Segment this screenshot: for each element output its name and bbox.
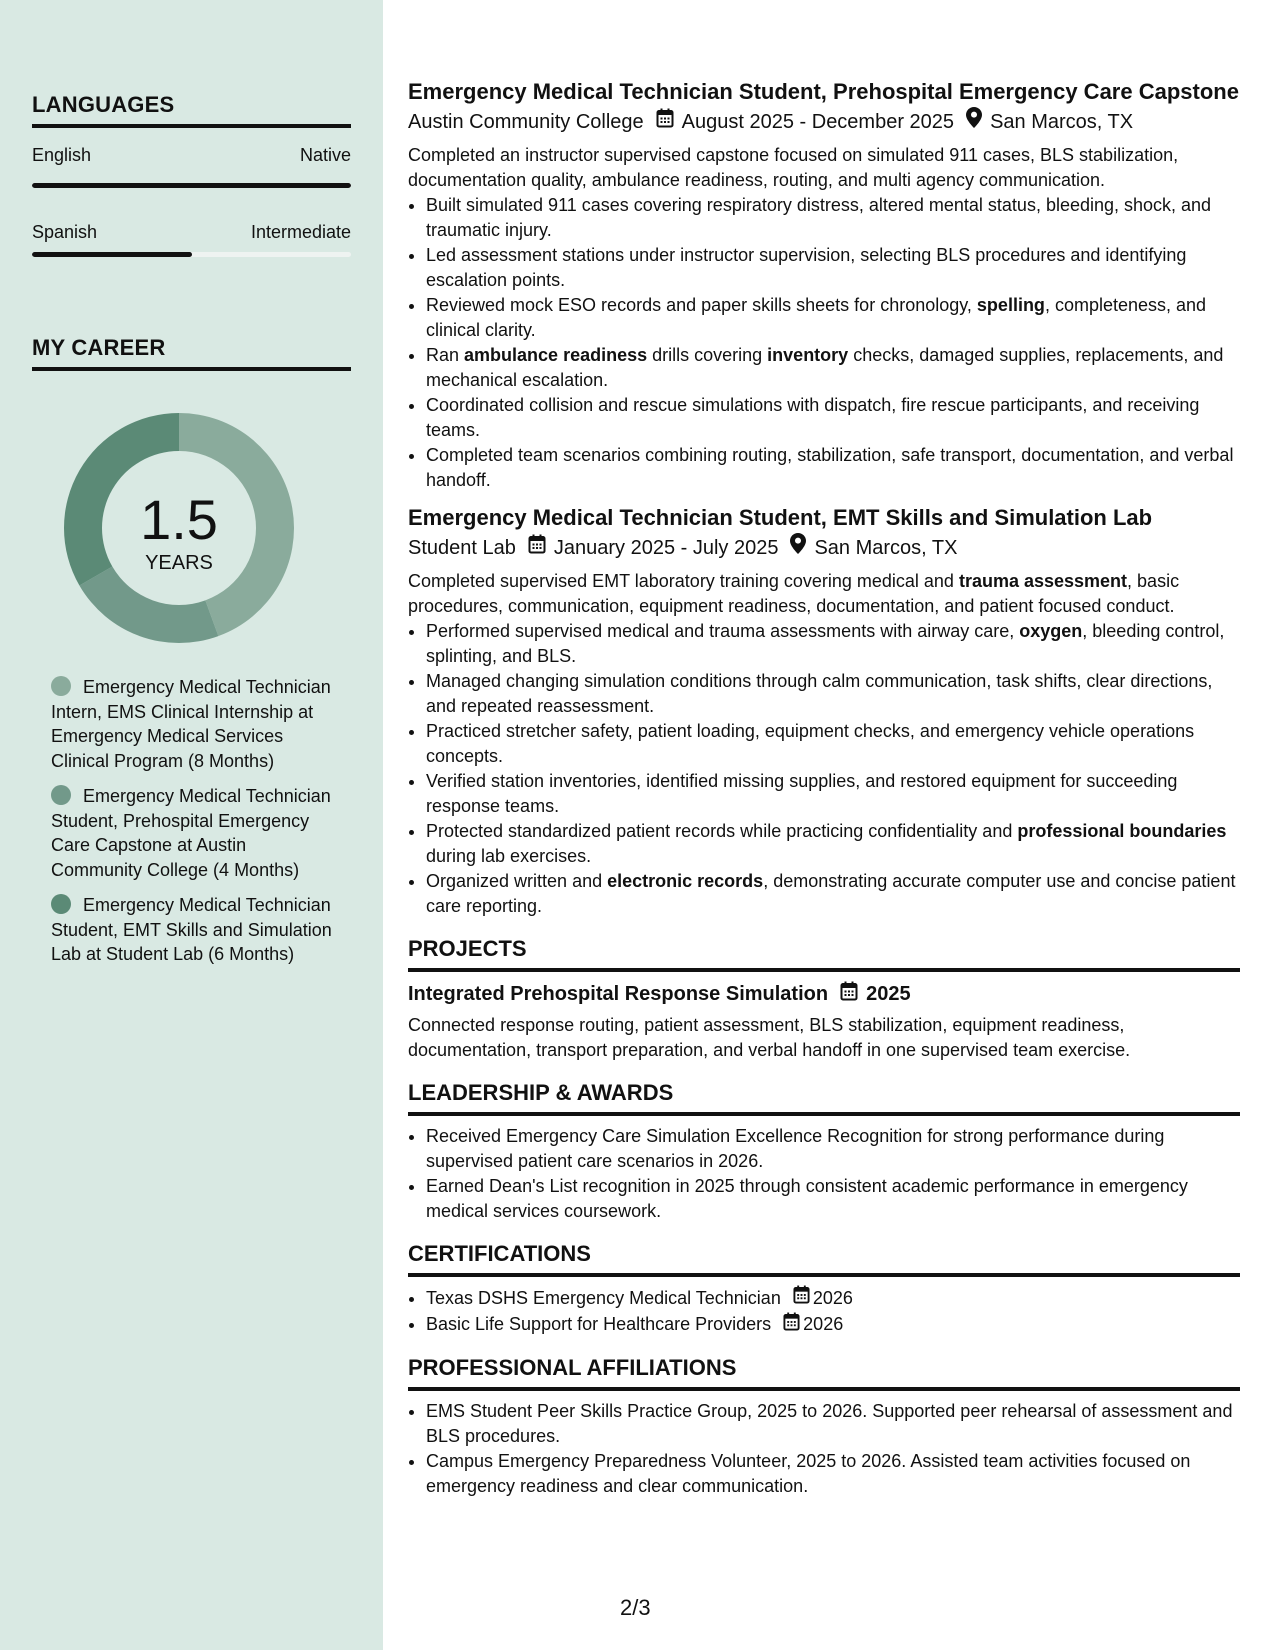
sidebar [0, 0, 383, 1650]
project-description: Connected response routing, patient assessment, BLS stabilization, equipment readiness, documentation, transport preparation, and verbal handoff in one supervised team exercise. [408, 1015, 1131, 1060]
project-title-row [408, 981, 1240, 1007]
donut-slice-2 [79, 567, 218, 644]
calendar-icon [840, 981, 858, 1007]
job-title: Emergency Medical Technician Student, EMT Skills and Simulation Lab [408, 505, 1153, 530]
list-item: • Managed changing simulation conditions through calm communication, task shifts, clear directions, and repeated reassessment. [426, 669, 1240, 718]
career-item [51, 784, 336, 882]
language-bar-spanish [32, 252, 351, 257]
location-pin-icon [790, 533, 806, 563]
certification-name: • Basic Life Support for Healthcare Providers [426, 1314, 772, 1334]
language-name: Spanish [32, 222, 98, 242]
career-total-value: 1.5 [140, 488, 218, 551]
list-item: • Coordinated collision and rescue simulations with dispatch, fire rescue participants, and receiving teams. [426, 393, 1240, 442]
project-year: 2025 [866, 982, 911, 1005]
list-item: • Verified station inventories, identified missing supplies, and restored equipment for succeeding response teams. [426, 769, 1240, 818]
list-item: • Practiced stretcher safety, patient loading, equipment checks, and emergency vehicle operations concepts. [426, 719, 1240, 768]
calendar-icon [656, 107, 674, 137]
language-bar-english [32, 183, 351, 188]
job-dates: January 2025 - July 2025 [553, 537, 779, 559]
job-title: Emergency Medical Technician Student, Prehospital Emergency Care Capstone [408, 79, 1239, 104]
language-level: Intermediate [250, 222, 351, 242]
location-pin-icon [966, 107, 982, 137]
career-item [51, 893, 336, 967]
calendar-icon [528, 533, 546, 563]
job-bullets [408, 619, 1240, 918]
legend-dot-icon [51, 894, 71, 914]
language-name: English [32, 145, 92, 165]
project-title: Integrated Prehospital Response Simulation [408, 982, 829, 1005]
list-item: • Led assessment stations under instructor supervision, selecting BLS procedures and identifying escalation points. [426, 243, 1240, 292]
list-item [426, 1312, 1240, 1338]
language-row-english [32, 145, 351, 166]
calendar-icon [783, 1312, 800, 1338]
page-number: 2/3 [620, 1595, 651, 1620]
career-item-text: Emergency Medical Technician Student, EMT Skills and Simulation Lab at Student Lab (6 Months) [51, 895, 332, 964]
certifications-list [408, 1285, 1240, 1337]
language-level: Native [299, 145, 351, 165]
job-org: Student Lab [408, 537, 516, 559]
job-location: San Marcos, TX [990, 111, 1134, 133]
certifications-heading: CERTIFICATIONS [408, 1241, 1240, 1277]
leadership-heading: LEADERSHIP & AWARDS [408, 1080, 1240, 1116]
job-bullets [408, 193, 1240, 492]
list-item: • EMS Student Peer Skills Practice Group, 2025 to 2026. Supported peer rehearsal of assessment and BLS procedures. [426, 1399, 1240, 1448]
job-org: Austin Community College [408, 111, 644, 133]
legend-dot-icon [51, 676, 71, 696]
job-summary: Completed supervised EMT laboratory training covering medical and trauma assessment, basic procedures, communication, equipment readiness, documentation, and patient focused conduct. [408, 571, 1180, 616]
certification-year: 2026 [803, 1314, 844, 1334]
list-item: • Built simulated 911 cases covering respiratory distress, altered mental status, bleeding, shock, and traumatic injury. [426, 193, 1240, 242]
certification-year: 2026 [812, 1287, 853, 1308]
languages-heading: LANGUAGES [32, 92, 351, 128]
experience-entry [408, 504, 1240, 918]
career-heading: MY CAREER [32, 335, 351, 371]
list-item: • Received Emergency Care Simulation Excellence Recognition for strong performance during supervised patient care scenarios in 2026. [426, 1124, 1240, 1173]
list-item: • Organized written and electronic records, demonstrating accurate computer use and concise patient care reporting. [426, 869, 1240, 918]
list-item: • Ran ambulance readiness drills covering inventory checks, damaged supplies, replacements, and mechanical escalation. [426, 343, 1240, 392]
list-item: • Protected standardized patient records while practicing confidentiality and professional boundaries during lab exercises. [426, 819, 1240, 868]
list-item [426, 1285, 1240, 1311]
career-item [51, 675, 336, 773]
career-donut-chart [64, 413, 294, 643]
projects-heading: PROJECTS [408, 936, 1240, 972]
career-total-unit: YEARS [145, 552, 213, 574]
legend-dot-icon [51, 785, 71, 805]
job-meta [408, 533, 1240, 563]
list-item: • Reviewed mock ESO records and paper skills sheets for chronology, spelling, completeness, and clinical clarity. [426, 293, 1240, 342]
language-bar-fill [32, 183, 351, 188]
list-item: • Completed team scenarios combining routing, stabilization, safe transport, documentation, and verbal handoff. [426, 443, 1240, 492]
main-content [408, 78, 1240, 1499]
list-item: • Earned Dean's List recognition in 2025 through consistent academic performance in emergency medical services coursework. [426, 1174, 1240, 1223]
language-bar-fill [32, 252, 192, 257]
experience-entry [408, 78, 1240, 492]
job-location: San Marcos, TX [814, 537, 958, 559]
calendar-icon [793, 1285, 810, 1311]
job-meta [408, 107, 1240, 137]
career-list [51, 675, 336, 978]
job-summary: Completed an instructor supervised capstone focused on simulated 911 cases, BLS stabilization, documentation quality, ambulance readiness, routing, and multi agency communication. [408, 145, 1179, 190]
career-item-text: Emergency Medical Technician Student, Prehospital Emergency Care Capstone at Austin Community College (4 Months) [51, 786, 331, 880]
list-item: • Campus Emergency Preparedness Volunteer, 2025 to 2026. Assisted team activities focused on emergency readiness and clear communication. [426, 1449, 1240, 1498]
job-dates: August 2025 - December 2025 [681, 111, 955, 133]
affiliations-heading: PROFESSIONAL AFFILIATIONS [408, 1355, 1240, 1391]
career-item-text: Emergency Medical Technician Intern, EMS Clinical Internship at Emergency Medical Services Clinical Program (8 Months) [51, 677, 331, 771]
certification-name: • Texas DSHS Emergency Medical Technician [426, 1287, 781, 1308]
leadership-list [408, 1124, 1240, 1223]
language-row-spanish [32, 222, 351, 243]
affiliations-list [408, 1399, 1240, 1498]
list-item: • Performed supervised medical and trauma assessments with airway care, oxygen, bleeding control, splinting, and BLS. [426, 619, 1240, 668]
